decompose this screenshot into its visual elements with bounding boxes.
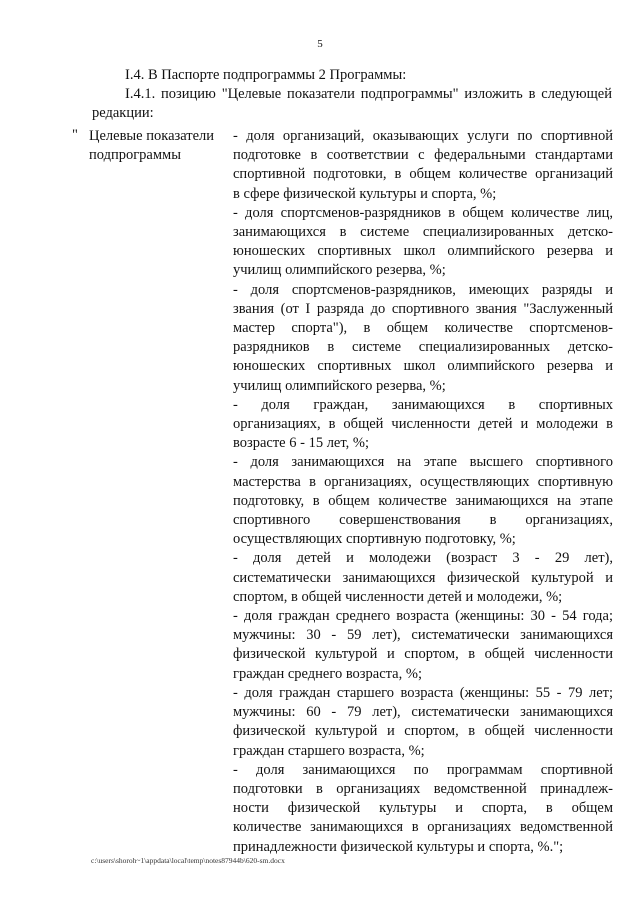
row-label-line: Целевые показатели bbox=[89, 128, 215, 144]
indicator-text-line: - доля занимающихся на этапе высшего спортивного bbox=[233, 454, 613, 471]
indicator-text-line: училищ олимпийского резерва, %; bbox=[233, 377, 446, 394]
indicator-text-line: организациях, в общей численности детей и молодежи в bbox=[233, 416, 613, 433]
indicator-text-line: - доля граждан среднего возраста (женщины: 30 - 54 года; bbox=[233, 608, 613, 625]
subsection-heading-line2: редакции: bbox=[92, 105, 154, 121]
indicator-text-line: звания (от I разряда до спортивного звания "Заслуженный bbox=[233, 300, 613, 317]
subsection-heading-line1: I.4.1. позицию "Целевые показатели подпрограммы" изложить в следующей bbox=[125, 86, 612, 102]
indicator-text-line: спортивной подготовки, в общем количестве организаций bbox=[233, 166, 613, 183]
indicator-text-line: в сфере физической культуры и спорта, %; bbox=[233, 185, 497, 202]
row-label bbox=[89, 127, 229, 165]
indicator-text-line: ности физической культуры и спорта, в общем bbox=[233, 800, 613, 817]
indicator-text-line: - доля спортсменов-разрядников, имеющих разряды и bbox=[233, 281, 613, 298]
indicator-text-line: физической культурой и спортом, в общей численности bbox=[233, 646, 613, 663]
indicator-text-line: подготовке в соответствии с федеральными стандартами bbox=[233, 147, 613, 164]
section-heading: I.4. В Паспорте подпрограммы 2 Программы: bbox=[125, 67, 407, 83]
indicator-text-line: граждан среднего возраста, %; bbox=[233, 665, 422, 682]
indicator-text-line: юношеских спортивных школ олимпийского резерва и bbox=[233, 243, 613, 260]
indicator-text-line: - доля занимающихся по программам спортивной bbox=[233, 761, 613, 778]
indicator-text-line: мужчины: 30 - 59 лет), систематически занимающихся bbox=[233, 627, 613, 644]
indicator-text-line: училищ олимпийского резерва, %; bbox=[233, 262, 446, 279]
page-number: 5 bbox=[317, 38, 323, 50]
indicator-text-line: физической культурой и спортом, в общей численности bbox=[233, 723, 613, 740]
indicator-text-line: принадлежности физической культуры и спорта, %."; bbox=[233, 838, 564, 855]
indicator-text-line: - доля граждан, занимающихся в спортивных bbox=[233, 396, 613, 413]
target-indicators-text bbox=[233, 127, 613, 857]
indicator-text-line: спортивного совершенствования в организациях, bbox=[233, 512, 613, 529]
indicator-text-line: - доля организаций, оказывающих услуги по спортивной bbox=[233, 128, 613, 144]
indicator-text-line: количестве занимающихся в организациях ведомственной bbox=[233, 819, 613, 836]
indicator-text-line: осуществляющих спортивную подготовку, %; bbox=[233, 531, 516, 548]
indicator-text-line: мужчины: 60 - 79 лет), систематически занимающихся bbox=[233, 704, 613, 721]
indicator-text-line: спортом, в общей численности детей и молодежи, %; bbox=[233, 588, 563, 605]
indicator-text-line: мастер спорта"), в общем количестве спортсменов- bbox=[233, 320, 613, 337]
indicator-text-line: - доля спортсменов-разрядников в общем количестве лиц, bbox=[233, 204, 613, 221]
indicator-text-line: мастерства в организациях, осуществляющих спортивную bbox=[233, 473, 613, 490]
indicator-text-line: систематически занимающихся физической культурой и bbox=[233, 569, 613, 586]
row-label-line: подпрограммы bbox=[89, 147, 181, 164]
indicator-text-line: разрядников в системе специализированных детско- bbox=[233, 339, 613, 356]
indicator-text-line: юношеских спортивных школ олимпийского резерва и bbox=[233, 358, 613, 375]
indicator-text-line: - доля детей и молодежи (возраст 3 - 29 лет), bbox=[233, 550, 613, 567]
opening-quote-mark: " bbox=[72, 127, 78, 143]
file-path-footer: c:\users\shoroh~1\appdata\local\temp\notes87944b\620-sm.docx bbox=[91, 856, 285, 865]
indicator-text-line: занимающихся в системе специализированных детско- bbox=[233, 224, 613, 241]
indicator-text-line: возрасте 6 - 15 лет, %; bbox=[233, 435, 369, 452]
indicator-text-line: граждан старшего возраста, %; bbox=[233, 742, 425, 759]
indicator-text-line: - доля граждан старшего возраста (женщины: 55 - 79 лет; bbox=[233, 684, 613, 701]
indicator-text-line: подготовки в организациях ведомственной принадлеж- bbox=[233, 780, 613, 797]
indicator-text-line: подготовку, в общем количестве занимающихся на этапе bbox=[233, 492, 613, 509]
